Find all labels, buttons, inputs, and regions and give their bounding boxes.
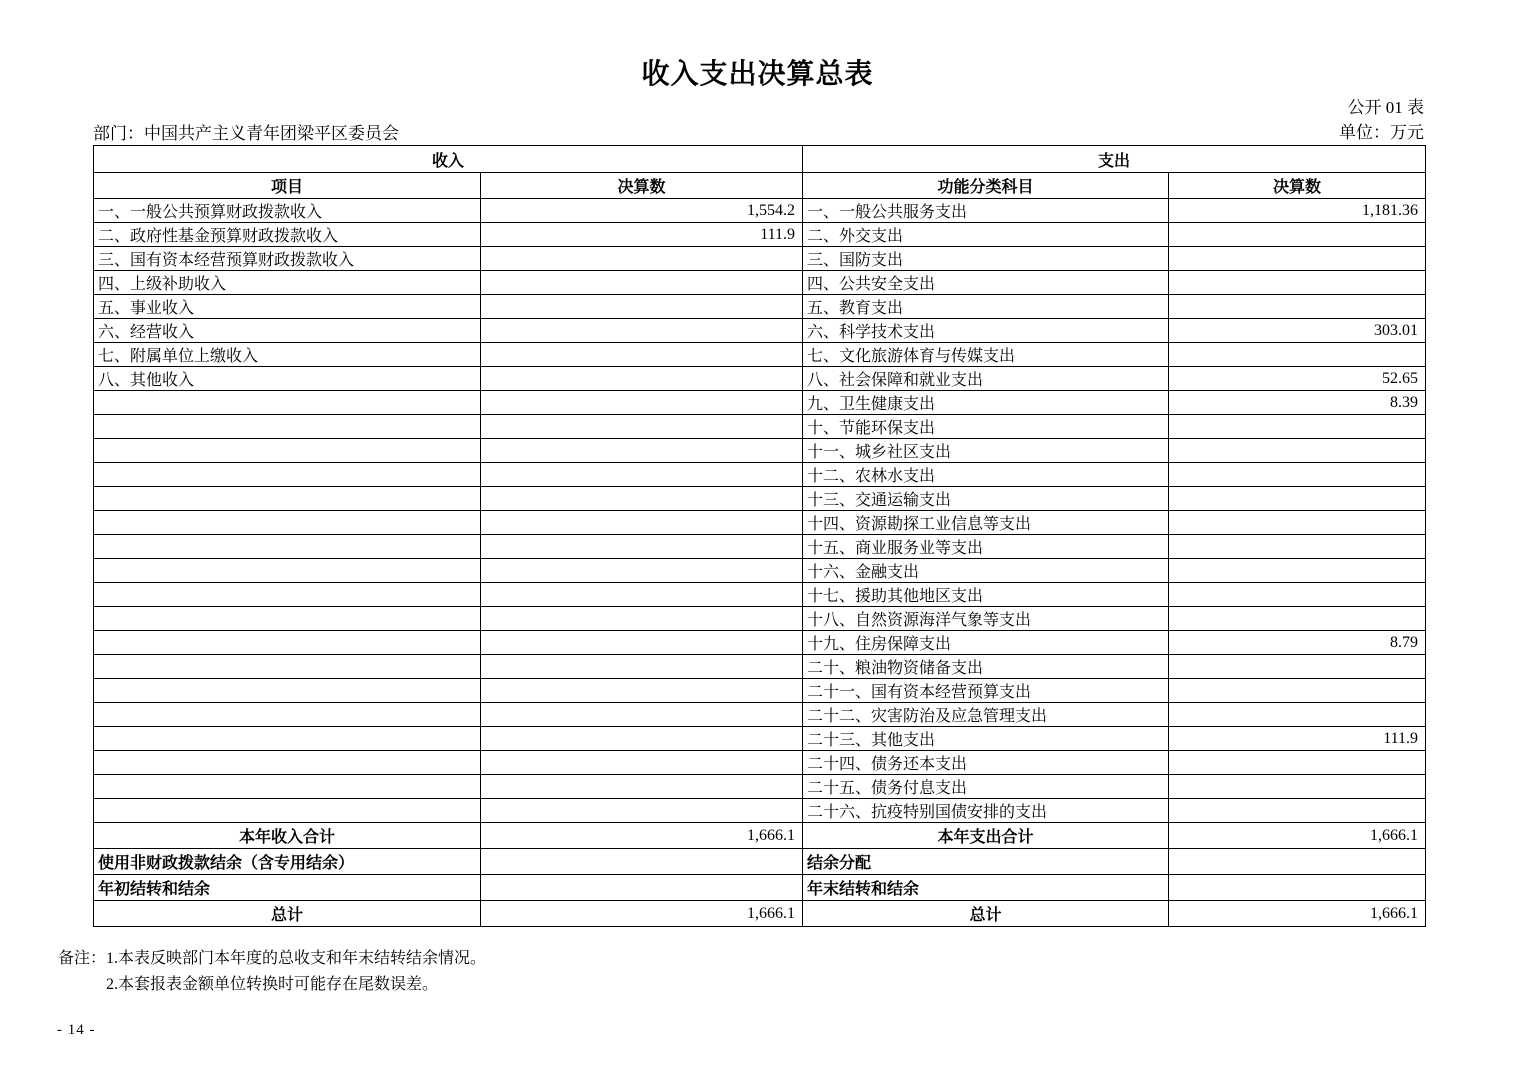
summary-expense-item-cell: 结余分配 [803, 849, 1169, 875]
table-row [94, 607, 1426, 631]
summary-expense-value-cell [1169, 875, 1426, 901]
income-value-cell [481, 487, 803, 511]
table-row [94, 655, 1426, 679]
expense-item-cell: 十八、自然资源海洋气象等支出 [803, 607, 1169, 631]
income-item-cell [94, 607, 481, 631]
income-value-cell: 111.9 [481, 223, 803, 247]
expense-value-cell [1169, 607, 1426, 631]
summary-income-item-cell: 总计 [94, 901, 481, 927]
expense-value-cell [1169, 271, 1426, 295]
expense-value-cell [1169, 247, 1426, 271]
table-row [94, 343, 1426, 367]
summary-rows-body [94, 823, 1426, 927]
page-title: 收入支出决算总表 [641, 59, 874, 90]
expense-item-cell: 十一、城乡社区支出 [803, 439, 1169, 463]
table-row [94, 631, 1426, 655]
income-value-cell [481, 607, 803, 631]
expense-item-cell: 七、文化旅游体育与传媒支出 [803, 343, 1169, 367]
expense-item-cell: 十二、农林水支出 [803, 463, 1169, 487]
expense-value-cell [1169, 415, 1426, 439]
expense-item-cell: 八、社会保障和就业支出 [803, 367, 1169, 391]
expense-item-cell: 五、教育支出 [803, 295, 1169, 319]
income-item-cell [94, 415, 481, 439]
income-item-cell [94, 655, 481, 679]
income-value-cell [481, 367, 803, 391]
income-value-cell [481, 247, 803, 271]
note-line-1: 1.本表反映部门本年度的总收支和年末结转结余情况。 [106, 950, 487, 967]
expense-value-cell [1169, 799, 1426, 823]
page-number: - 14 - [57, 1022, 96, 1038]
expense-item-cell: 三、国防支出 [803, 247, 1169, 271]
summary-income-value-cell: 1,666.1 [481, 901, 803, 927]
expense-item-cell: 二十四、债务还本支出 [803, 751, 1169, 775]
expense-value-cell [1169, 223, 1426, 247]
income-item-cell: 三、国有资本经营预算财政拨款收入 [94, 247, 481, 271]
income-value-cell [481, 271, 803, 295]
income-item-cell [94, 799, 481, 823]
income-value-cell [481, 679, 803, 703]
income-item-cell: 五、事业收入 [94, 295, 481, 319]
expense-value-cell [1169, 511, 1426, 535]
col-header-income-amount: 决算数 [481, 173, 803, 199]
table-row [94, 367, 1426, 391]
expense-item-cell: 二十三、其他支出 [803, 727, 1169, 751]
expense-item-cell: 二十二、灾害防治及应急管理支出 [803, 703, 1169, 727]
unit-label: 单位：万元 [1339, 123, 1424, 142]
col-header-expense-amount: 决算数 [1169, 173, 1426, 199]
income-value-cell [481, 343, 803, 367]
expense-value-cell: 8.39 [1169, 391, 1426, 415]
note-lines [106, 946, 486, 998]
income-value-cell [481, 631, 803, 655]
table-row [94, 199, 1426, 223]
summary-expense-value-cell: 1,666.1 [1169, 823, 1426, 849]
summary-expense-value-cell [1169, 849, 1426, 875]
summary-income-value-cell [481, 849, 803, 875]
income-item-cell [94, 775, 481, 799]
expense-item-cell: 十三、交通运输支出 [803, 487, 1169, 511]
expense-item-cell: 二十一、国有资本经营预算支出 [803, 679, 1169, 703]
summary-row [94, 875, 1426, 901]
expense-value-cell [1169, 703, 1426, 727]
expense-value-cell [1169, 535, 1426, 559]
table-row [94, 415, 1426, 439]
income-item-cell [94, 391, 481, 415]
expense-value-cell [1169, 487, 1426, 511]
data-rows-body [94, 199, 1426, 823]
expense-item-cell: 十九、住房保障支出 [803, 631, 1169, 655]
income-item-cell [94, 751, 481, 775]
col-header-income-item: 项目 [94, 173, 481, 199]
expense-value-cell: 1,181.36 [1169, 199, 1426, 223]
summary-row [94, 823, 1426, 849]
table-row [94, 559, 1426, 583]
income-value-cell [481, 511, 803, 535]
income-item-cell: 六、经营收入 [94, 319, 481, 343]
income-value-cell [481, 391, 803, 415]
income-item-cell [94, 727, 481, 751]
table-row [94, 223, 1426, 247]
income-value-cell [481, 655, 803, 679]
expense-item-cell: 二十、粮油物资储备支出 [803, 655, 1169, 679]
form-number-label: 公开 01 表 [1347, 98, 1424, 117]
expense-value-cell [1169, 439, 1426, 463]
notes-label: 备注： [58, 950, 107, 967]
table-row [94, 679, 1426, 703]
table-row [94, 535, 1426, 559]
table-row [94, 703, 1426, 727]
expense-value-cell: 303.01 [1169, 319, 1426, 343]
summary-income-item-cell: 本年收入合计 [94, 823, 481, 849]
income-value-cell [481, 295, 803, 319]
income-value-cell [481, 559, 803, 583]
expense-item-cell: 四、公共安全支出 [803, 271, 1169, 295]
summary-expense-item-cell: 本年支出合计 [803, 823, 1169, 849]
expense-value-cell [1169, 751, 1426, 775]
income-item-cell: 八、其他收入 [94, 367, 481, 391]
expense-item-cell: 二十五、债务付息支出 [803, 775, 1169, 799]
expense-value-cell [1169, 559, 1426, 583]
table-row [94, 487, 1426, 511]
expense-section-header: 支出 [803, 146, 1426, 173]
income-item-cell [94, 511, 481, 535]
section-header-row [94, 146, 1426, 173]
income-value-cell [481, 415, 803, 439]
income-item-cell: 七、附属单位上缴收入 [94, 343, 481, 367]
income-value-cell [481, 319, 803, 343]
department-label: 部门：中国共产主义青年团梁平区委员会 [93, 124, 399, 143]
table-row [94, 391, 1426, 415]
income-value-cell: 1,554.2 [481, 199, 803, 223]
table-row [94, 511, 1426, 535]
income-value-cell [481, 439, 803, 463]
income-value-cell [481, 727, 803, 751]
table-row [94, 295, 1426, 319]
summary-expense-value-cell: 1,666.1 [1169, 901, 1426, 927]
expense-value-cell: 111.9 [1169, 727, 1426, 751]
summary-income-value-cell: 1,666.1 [481, 823, 803, 849]
expense-value-cell: 52.65 [1169, 367, 1426, 391]
income-item-cell [94, 559, 481, 583]
expense-value-cell [1169, 775, 1426, 799]
income-value-cell [481, 799, 803, 823]
income-item-cell [94, 463, 481, 487]
income-item-cell [94, 535, 481, 559]
income-section-header: 收入 [94, 146, 803, 173]
table-row [94, 583, 1426, 607]
expense-item-cell: 一、一般公共服务支出 [803, 199, 1169, 223]
income-item-cell [94, 679, 481, 703]
budget-summary-table [93, 145, 1426, 927]
summary-income-value-cell [481, 875, 803, 901]
income-item-cell [94, 631, 481, 655]
table-row [94, 271, 1426, 295]
expense-item-cell: 二十六、抗疫特别国债安排的支出 [803, 799, 1169, 823]
expense-value-cell [1169, 583, 1426, 607]
income-value-cell [481, 751, 803, 775]
expense-item-cell: 十六、金融支出 [803, 559, 1169, 583]
income-item-cell: 四、上级补助收入 [94, 271, 481, 295]
income-item-cell [94, 439, 481, 463]
income-item-cell [94, 583, 481, 607]
expense-value-cell [1169, 343, 1426, 367]
income-value-cell [481, 775, 803, 799]
table-row [94, 751, 1426, 775]
summary-income-item-cell: 年初结转和结余 [94, 875, 481, 901]
income-item-cell [94, 703, 481, 727]
table-row [94, 463, 1426, 487]
table-row [94, 775, 1426, 799]
note-line-2: 2.本套报表金额单位转换时可能存在尾数误差。 [106, 976, 439, 993]
expense-item-cell: 十五、商业服务业等支出 [803, 535, 1169, 559]
expense-item-cell: 九、卫生健康支出 [803, 391, 1169, 415]
table-row [94, 799, 1426, 823]
summary-row [94, 901, 1426, 927]
expense-value-cell [1169, 655, 1426, 679]
income-item-cell [94, 487, 481, 511]
expense-item-cell: 十四、资源勘探工业信息等支出 [803, 511, 1169, 535]
table-row [94, 727, 1426, 751]
income-item-cell: 一、一般公共预算财政拨款收入 [94, 199, 481, 223]
expense-value-cell [1169, 463, 1426, 487]
income-item-cell: 二、政府性基金预算财政拨款收入 [94, 223, 481, 247]
expense-value-cell [1169, 679, 1426, 703]
income-value-cell [481, 463, 803, 487]
expense-item-cell: 十七、援助其他地区支出 [803, 583, 1169, 607]
expense-item-cell: 十、节能环保支出 [803, 415, 1169, 439]
col-header-expense-item: 功能分类科目 [803, 173, 1169, 199]
column-header-row [94, 173, 1426, 199]
table-row [94, 319, 1426, 343]
expense-value-cell: 8.79 [1169, 631, 1426, 655]
summary-expense-item-cell: 总计 [803, 901, 1169, 927]
summary-income-item-cell: 使用非财政拨款结余（含专用结余） [94, 849, 481, 875]
income-value-cell [481, 703, 803, 727]
expense-item-cell: 六、科学技术支出 [803, 319, 1169, 343]
income-value-cell [481, 583, 803, 607]
expense-item-cell: 二、外交支出 [803, 223, 1169, 247]
table-row [94, 439, 1426, 463]
summary-expense-item-cell: 年末结转和结余 [803, 875, 1169, 901]
notes-block [58, 946, 486, 998]
expense-value-cell [1169, 295, 1426, 319]
summary-row [94, 849, 1426, 875]
table-row [94, 247, 1426, 271]
income-value-cell [481, 535, 803, 559]
